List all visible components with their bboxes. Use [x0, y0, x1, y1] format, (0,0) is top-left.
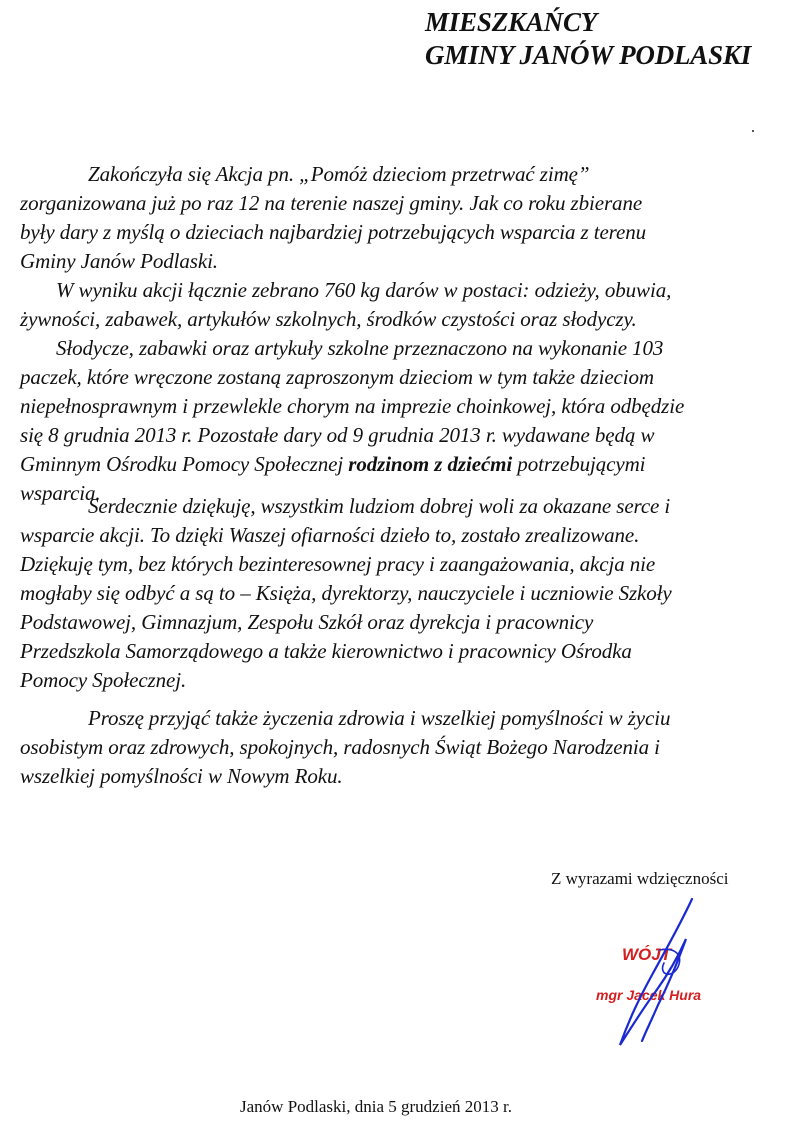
text-line: się 8 grudnia 2013 r. Pozostałe dary od 9 grudnia 2013 r. wydawane będą w: [20, 423, 655, 447]
paragraph-2: [20, 492, 790, 695]
text-line: paczek, które wręczone zostaną zaproszonym dzieciom w tym także dzieciom: [20, 365, 654, 389]
text-line: Gminy Janów Podlaski.: [20, 249, 218, 273]
text-line: Podstawowej, Gimnazjum, Zespołu Szkół oraz dyrekcja i pracownicy: [20, 610, 594, 634]
text-line: Słodycze, zabawki oraz artykuły szkolne przeznaczono na wykonanie 103: [56, 336, 664, 360]
emphasis-after: potrzebującymi: [512, 452, 646, 476]
text-line: Proszę przyjąć także życzenia zdrowia i wszelkiej pomyślności w życiu: [88, 706, 671, 730]
text-line: Przedszkola Samorządowego a także kierownictwo i pracownicy Ośrodka: [20, 639, 632, 663]
heading-line-2: GMINY JANÓW PODLASKI: [425, 40, 752, 70]
text-line: W wyniku akcji łącznie zebrano 760 kg darów w postaci: odzieży, obuwia,: [56, 278, 672, 302]
heading-line-1: MIESZKAŃCY: [425, 7, 598, 37]
text-line: niepełnosprawnym i przewlekle chorym na imprezie choinkowej, która odbędzie: [20, 394, 685, 418]
text-line: wsparcia.: [20, 481, 101, 505]
text-line: wszelkiej pomyślności w Nowym Roku.: [20, 764, 343, 788]
scan-speck: [752, 130, 754, 132]
paragraph-1: [20, 160, 790, 508]
handwritten-signature: [560, 895, 740, 1055]
emphasis-before: Gminnym Ośrodku Pomocy Społecznej: [20, 452, 349, 476]
stamp-name: mgr Jacek Hura: [596, 987, 702, 1003]
letter-heading: [425, 6, 751, 72]
emphasis-bold: rodzinom z dziećmi: [348, 452, 513, 476]
stamp-title: WÓJT: [622, 945, 672, 964]
place-and-date: Janów Podlaski, dnia 5 grudzień 2013 r.: [240, 1097, 512, 1116]
paragraph-3: [20, 704, 790, 791]
text-line: wsparcie akcji. To dzięki Waszej ofiarności dzieło to, zostało zrealizowane.: [20, 523, 640, 547]
text-line: Serdecznie dziękuję, wszystkim ludziom dobrej woli za okazane serce i: [88, 494, 671, 518]
text-line: Zakończyła się Akcja pn. „Pomóż dzieciom przetrwać zimę”: [88, 162, 590, 186]
text-line: zorganizowana już po raz 12 na terenie naszej gminy. Jak co roku zbierane: [20, 191, 643, 215]
text-line: osobistym oraz zdrowych, spokojnych, radosnych Świąt Bożego Narodzenia i: [20, 735, 660, 759]
signature-stroke: [620, 899, 692, 1045]
text-line: Dziękuję tym, bez których bezinteresownej pracy i zaangażowania, akcja nie: [20, 552, 656, 576]
text-line: mogłaby się odbyć a są to – Księża, dyrektorzy, nauczyciele i uczniowie Szkoły: [20, 581, 672, 605]
signature-block: [560, 895, 740, 1055]
text-line: Pomocy Społecznej.: [20, 668, 187, 692]
closing-phrase: Z wyrazami wdzięczności: [551, 869, 729, 888]
text-line: były dary z myślą o dzieciach najbardziej potrzebujących wsparcia z terenu: [20, 220, 646, 244]
text-line-emphasis: [20, 450, 790, 479]
text-line: żywności, zabawek, artykułów szkolnych, środków czystości oraz słodyczy.: [20, 307, 637, 331]
